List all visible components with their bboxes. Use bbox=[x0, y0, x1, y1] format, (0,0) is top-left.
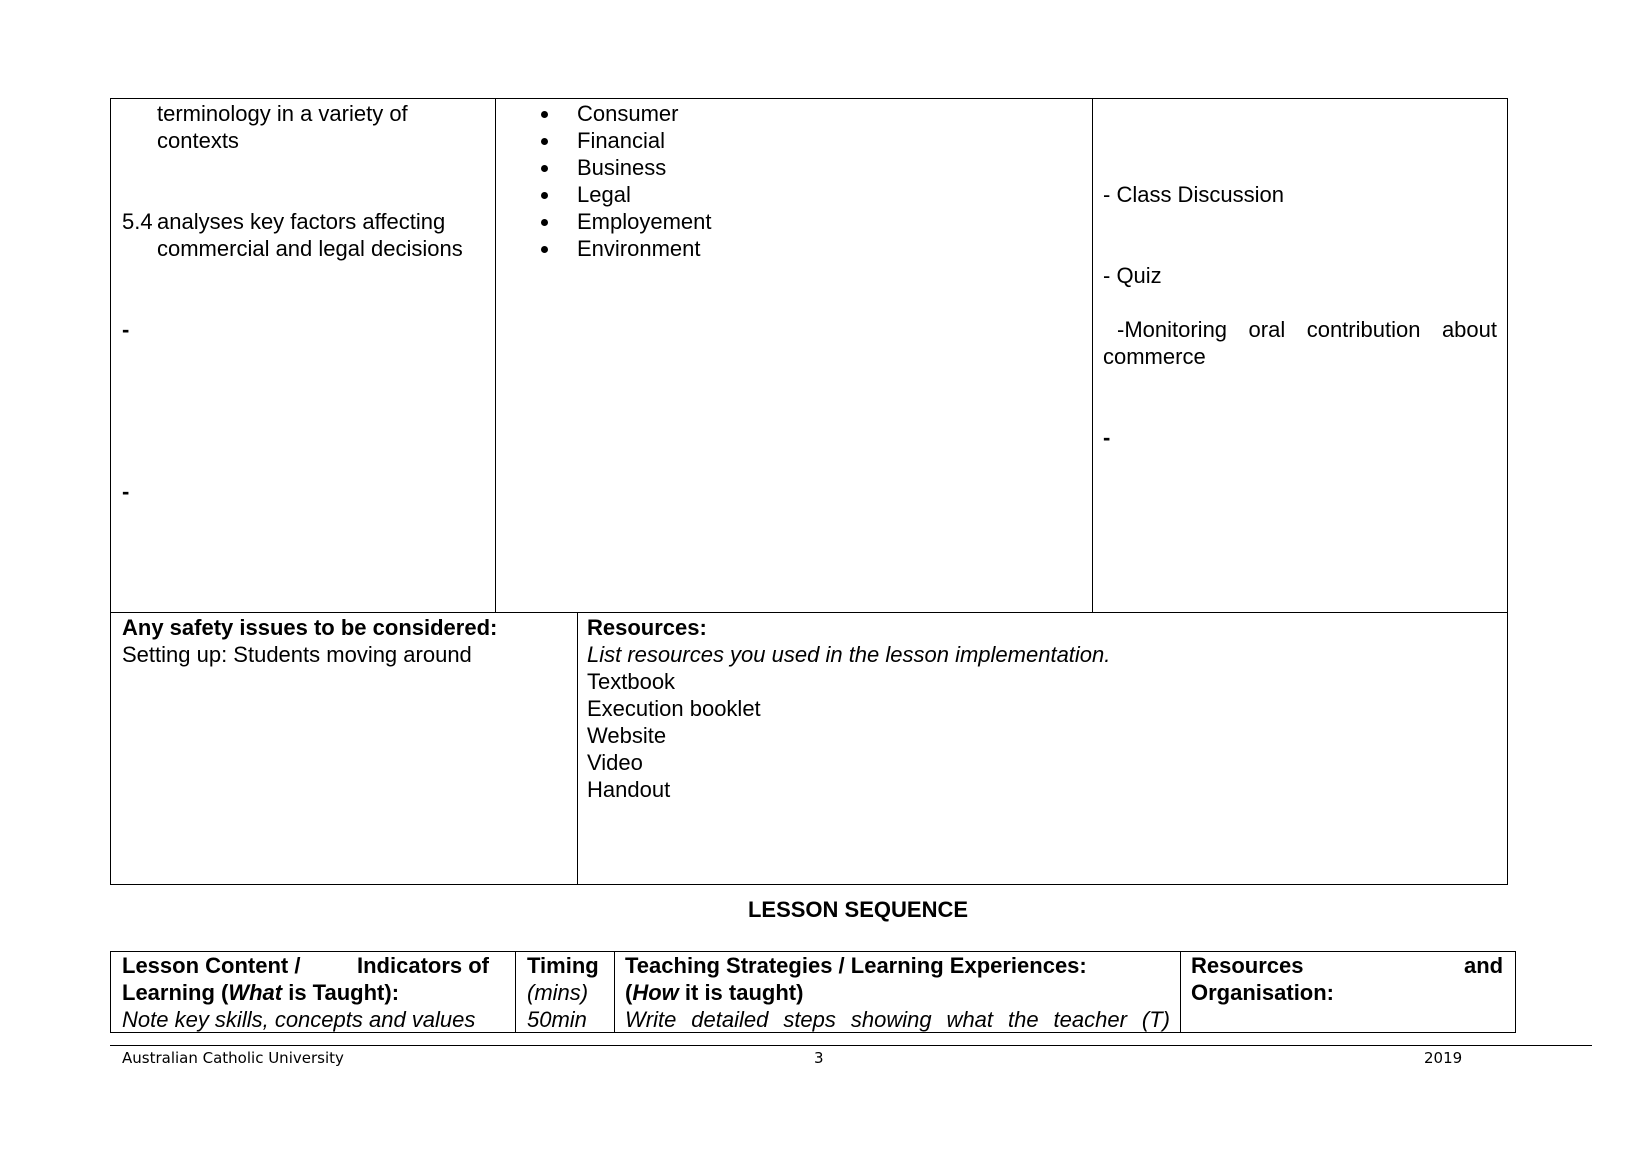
list-item-label: Legal bbox=[577, 182, 631, 207]
column-divider bbox=[1092, 98, 1093, 613]
col-header bbox=[122, 979, 399, 1006]
col-header-part: ( bbox=[625, 980, 633, 1005]
col-header: Resources bbox=[1191, 953, 1304, 978]
resource-item: Handout bbox=[587, 777, 671, 802]
footer-rule bbox=[110, 1045, 1592, 1046]
col-header: Indicators of bbox=[357, 953, 490, 978]
col-header-part: Learning ( bbox=[122, 980, 229, 1005]
list-item-label: Business bbox=[577, 155, 667, 180]
resource-item: Execution booklet bbox=[587, 696, 761, 721]
col-header-emphasis: What bbox=[228, 980, 283, 1005]
section-title: LESSON SEQUENCE bbox=[747, 897, 969, 922]
col-header bbox=[625, 979, 803, 1006]
column-divider bbox=[495, 98, 496, 613]
resources-heading: Resources: bbox=[587, 615, 707, 640]
outcome-text-line: terminology in a variety of bbox=[157, 101, 408, 126]
col-header: Timing bbox=[527, 953, 599, 978]
list-item-label: Financial bbox=[577, 128, 666, 153]
bullet-icon bbox=[541, 165, 548, 172]
list-item bbox=[577, 154, 712, 181]
bullet-icon bbox=[541, 111, 548, 118]
outcome-text-line: contexts bbox=[157, 128, 239, 153]
column-divider bbox=[515, 951, 516, 1033]
assessment-item: commerce bbox=[1103, 344, 1206, 369]
outcome-item-line: commercial and legal decisions bbox=[157, 236, 463, 261]
safety-text: Setting up: Students moving around bbox=[122, 642, 472, 667]
bullet-icon bbox=[541, 246, 548, 253]
outcome-dash: - bbox=[122, 479, 130, 504]
list-item-label: Environment bbox=[577, 236, 701, 261]
resource-item: Video bbox=[587, 750, 643, 775]
column-divider bbox=[577, 612, 578, 885]
list-item-label: Employement bbox=[577, 209, 712, 234]
list-item bbox=[577, 208, 712, 235]
outcome-dash: - bbox=[122, 317, 130, 342]
assessment-item: - Class Discussion bbox=[1103, 182, 1284, 207]
page-number: 3 bbox=[814, 1049, 824, 1067]
col-header-unit: (mins) bbox=[527, 980, 589, 1005]
assessment-dash: - bbox=[1103, 425, 1111, 450]
col-note: Note key skills, concepts and values bbox=[122, 1007, 476, 1032]
bullet-icon bbox=[541, 138, 548, 145]
list-item bbox=[577, 127, 712, 154]
col-header: Teaching Strategies / Learning Experiences: bbox=[625, 953, 1087, 978]
outcome-number: 5.4 bbox=[122, 209, 153, 234]
list-item bbox=[577, 235, 712, 262]
assessment-item: -Monitoring oral contribution about bbox=[1117, 317, 1497, 342]
col-header-part: is Taught): bbox=[282, 980, 400, 1005]
footer-organisation: Australian Catholic University bbox=[122, 1049, 344, 1067]
row-divider bbox=[110, 612, 1508, 613]
safety-heading: Any safety issues to be considered: bbox=[122, 615, 498, 640]
assessment-item: - Quiz bbox=[1103, 263, 1162, 288]
col-header: and bbox=[1464, 953, 1504, 978]
content-list bbox=[577, 100, 712, 262]
column-divider bbox=[614, 951, 615, 1033]
resource-item: Website bbox=[587, 723, 667, 748]
bullet-icon bbox=[541, 192, 548, 199]
resources-instruction: List resources you used in the lesson implementation. bbox=[587, 642, 1111, 667]
resource-item: Textbook bbox=[587, 669, 676, 694]
col-header-emphasis: How bbox=[632, 980, 679, 1005]
col-header-part: it is taught) bbox=[678, 980, 804, 1005]
col-note: 50min bbox=[527, 1007, 587, 1032]
footer-year: 2019 bbox=[1424, 1049, 1463, 1067]
outcome-item-line: analyses key factors affecting bbox=[157, 209, 446, 234]
col-note: Write detailed steps showing what the teacher (T) bbox=[625, 1007, 1170, 1032]
column-divider bbox=[1180, 951, 1181, 1033]
list-item bbox=[577, 181, 712, 208]
col-header: Organisation: bbox=[1191, 980, 1335, 1005]
col-header: Lesson Content / bbox=[122, 953, 301, 978]
bullet-icon bbox=[541, 219, 548, 226]
list-item bbox=[577, 100, 712, 127]
list-item-label: Consumer bbox=[577, 101, 679, 126]
